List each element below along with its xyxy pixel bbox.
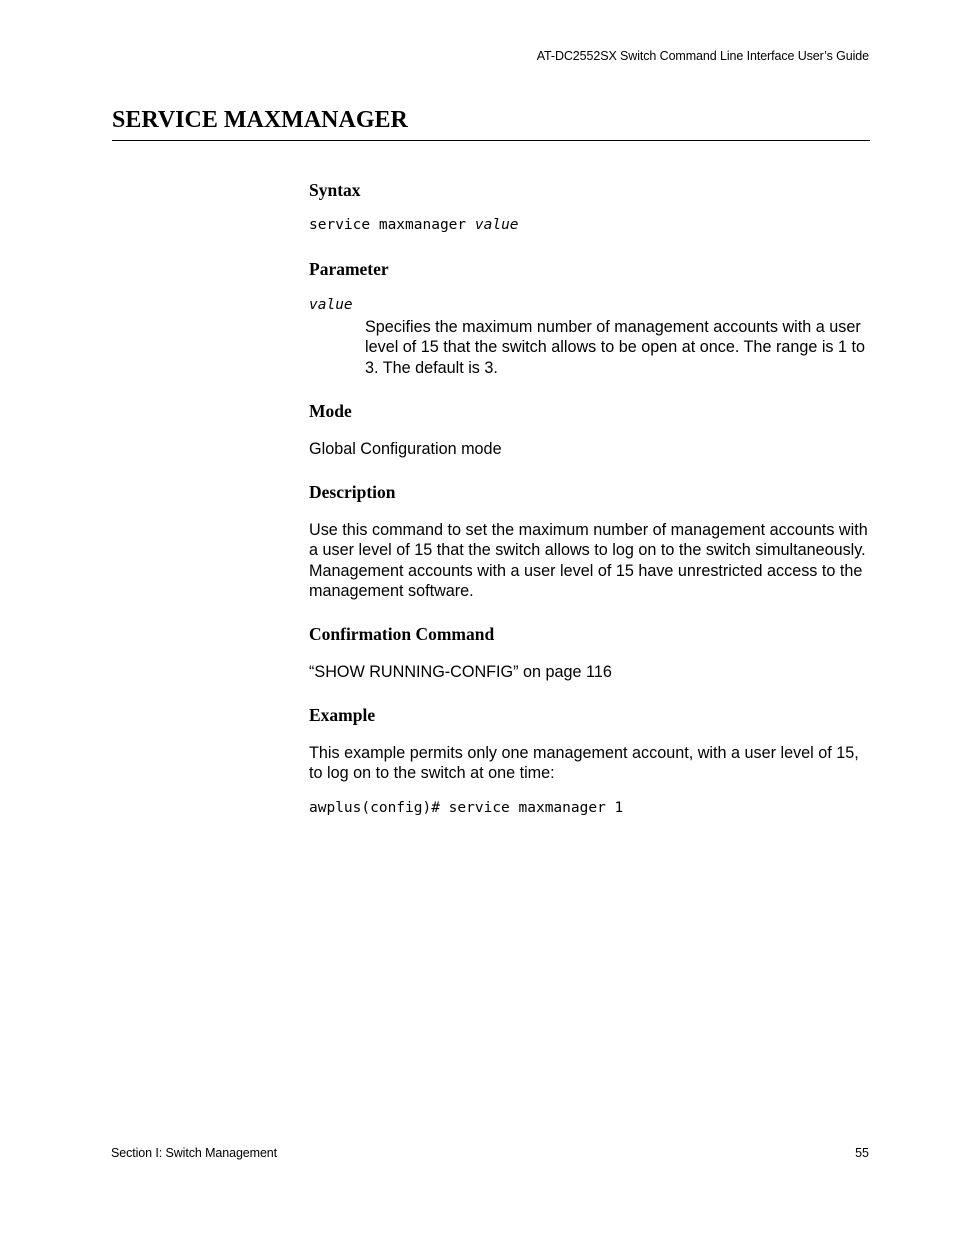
title-rule [112, 140, 870, 141]
syntax-command [309, 217, 519, 233]
syntax-variable: value [474, 217, 519, 233]
description-text: Use this command to set the maximum number of management accounts with a user level of 15 that the switch allows to log on to the switch simultaneously. Management accounts with a user level of 15 have unrestricted access to the management software. [309, 521, 868, 600]
mode-heading: Mode [309, 401, 352, 421]
parameter-name [309, 297, 353, 313]
parameter-heading: Parameter [309, 259, 389, 279]
description-heading: Description [309, 482, 396, 502]
syntax-command-text: service maxmanager [309, 217, 475, 233]
confirmation-link[interactable]: “SHOW RUNNING-CONFIG” on page 116 [309, 663, 612, 681]
mode-text: Global Configuration mode [309, 440, 502, 458]
running-header: AT-DC2552SX Switch Command Line Interface User’s Guide [536, 49, 869, 63]
parameter-description: Specifies the maximum number of management accounts with a user level of 15 that the switch allows to be open at once. The range is 1 to 3. The default is 3. [365, 318, 866, 377]
example-command: awplus(config)# service maxmanager 1 [309, 800, 624, 816]
footer-section-label: Section I: Switch Management [111, 1146, 278, 1160]
footer-page-number: 55 [855, 1146, 869, 1160]
page-title: SERVICE MAXMANAGER [112, 107, 408, 133]
example-text: This example permits only one management account, with a user level of 15, to log on to the switch at one time: [309, 744, 859, 783]
confirmation-heading: Confirmation Command [309, 624, 495, 644]
example-heading: Example [309, 705, 376, 725]
parameter-name-text: value [309, 297, 353, 313]
syntax-heading: Syntax [309, 180, 361, 200]
